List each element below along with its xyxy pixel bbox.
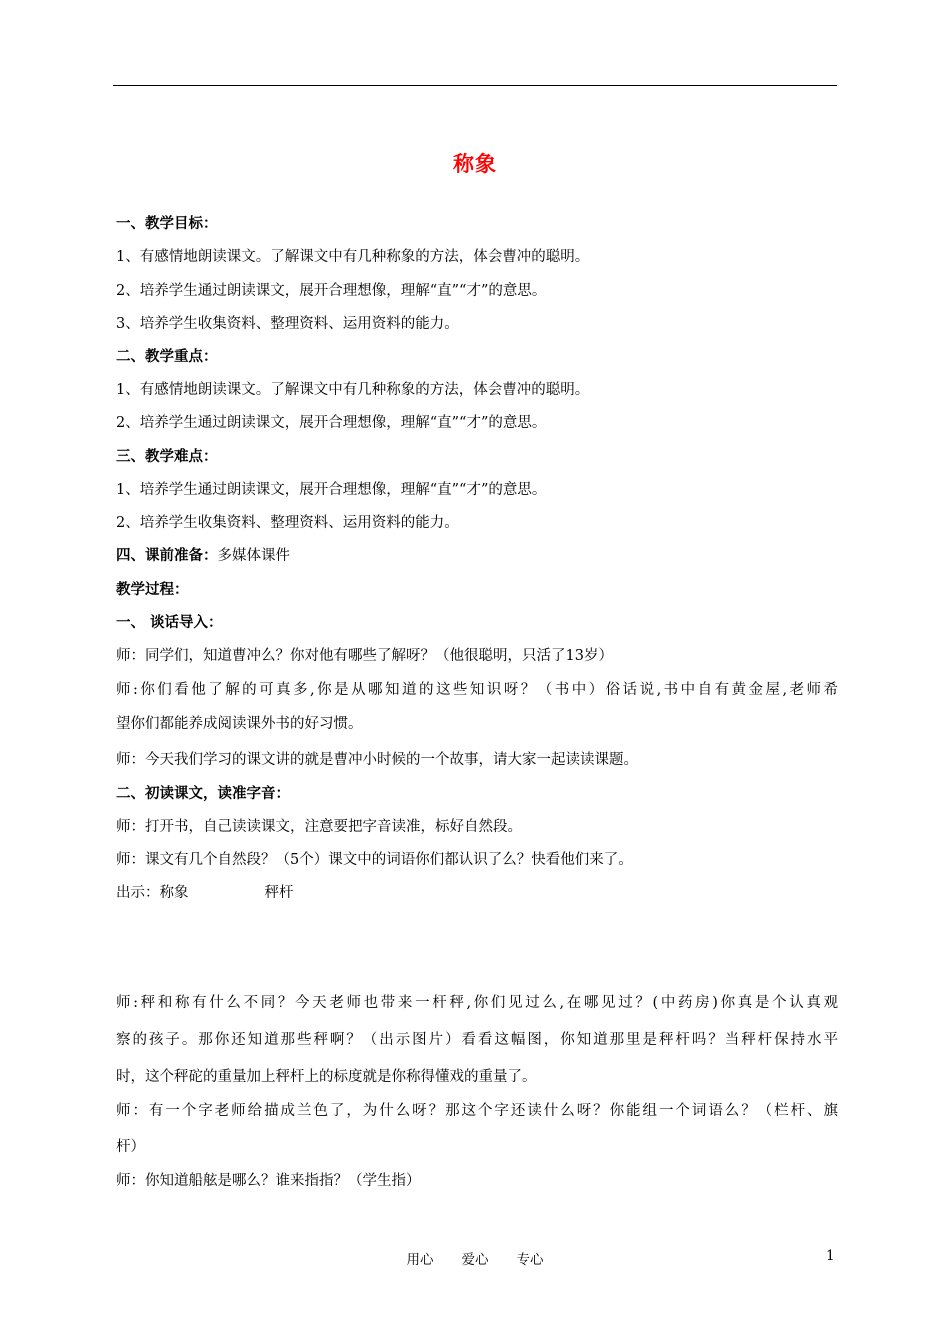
show-word: 秤杆 — [264, 885, 294, 901]
difficulties-heading: 三、教学难点： — [116, 448, 218, 465]
footer-item: 专心 — [516, 1252, 544, 1268]
dialogue-line: 望你们都能养成阅读课外书的好习惯。 — [116, 716, 363, 732]
dialogue-line: 师：打开书，自己读读课文，注意要把字音读准，标好自然段。 — [116, 819, 522, 835]
footer-item: 用心 — [406, 1252, 434, 1268]
preparation-value: 多媒体课件 — [217, 548, 290, 564]
document-title: 称象 — [453, 151, 497, 176]
objectives-heading: 一、教学目标： — [116, 215, 218, 232]
footer-item: 爱心 — [461, 1252, 489, 1268]
dialogue-line: 察的孩子。那你还知道那些秤啊？（出示图片）看看这幅图，你知道那里是秤杆吗？当秤杆保持水平 — [116, 1032, 838, 1048]
show-word: 称象 — [159, 885, 189, 901]
dialogue-line: 师:你们看他了解的可真多,你是从哪知道的这些知识呀？（书中）俗话说,书中自有黄金屋,老师希 — [116, 682, 838, 698]
difficulty-item: 2、培养学生收集资料、整理资料、运用资料的能力。 — [116, 515, 459, 531]
dialogue-line: 师:秤和称有什么不同？今天老师也带来一杆秤,你们见过么,在哪见过？(中药房)你真是个认真观 — [116, 995, 838, 1011]
dialogue-line: 师：有一个字老师给描成兰色了，为什么呀？那这个字还读什么呀？你能组一个词语么？（栏杆、旗 — [116, 1103, 838, 1119]
difficulty-item: 1、培养学生通过朗读课文，展开合理想像，理解“直”“才”的意思。 — [116, 482, 547, 498]
dialogue-line: 师：课文有几个自然段？（5个）课文中的词语你们都认识了么？快看他们来了。 — [116, 852, 633, 868]
header-rule — [113, 85, 837, 86]
show-label: 出示： — [116, 885, 160, 901]
process-heading: 教学过程： — [116, 581, 189, 598]
objective-item: 2、培养学生通过朗读课文，展开合理想像，理解“直”“才”的意思。 — [116, 283, 547, 299]
dialogue-line: 师：你知道船舷是哪么？谁来指指？（学生指） — [116, 1173, 421, 1189]
key-points-heading: 二、教学重点： — [116, 348, 218, 365]
part2-heading: 二、初读课文，读准字音： — [116, 785, 290, 802]
dialogue-line: 师：今天我们学习的课文讲的就是曹冲小时候的一个故事，请大家一起读读课题。 — [116, 752, 638, 768]
part1-heading: 一、 谈话导入： — [116, 614, 223, 631]
dialogue-line: 时，这个秤砣的重量加上秤杆上的标度就是你称得懂戏的重量了。 — [116, 1069, 537, 1085]
key-point-item: 2、培养学生通过朗读课文，展开合理想像，理解“直”“才”的意思。 — [116, 415, 547, 431]
key-point-item: 1、有感情地朗读课文。了解课文中有几种称象的方法，体会曹冲的聪明。 — [116, 382, 590, 398]
dialogue-line: 杆） — [116, 1139, 145, 1155]
dialogue-line: 师：同学们，知道曹冲么？你对他有哪些了解呀？（他很聪明，只活了13岁） — [116, 648, 613, 664]
page-number: 1 — [826, 1248, 835, 1264]
preparation-label: 四、课前准备： — [116, 547, 218, 564]
objective-item: 1、有感情地朗读课文。了解课文中有几种称象的方法，体会曹冲的聪明。 — [116, 249, 590, 265]
show-words-line — [116, 883, 838, 903]
preparation-line — [116, 546, 838, 566]
footer-motto — [0, 1248, 950, 1268]
objective-item: 3、培养学生收集资料、整理资料、运用资料的能力。 — [116, 316, 459, 332]
